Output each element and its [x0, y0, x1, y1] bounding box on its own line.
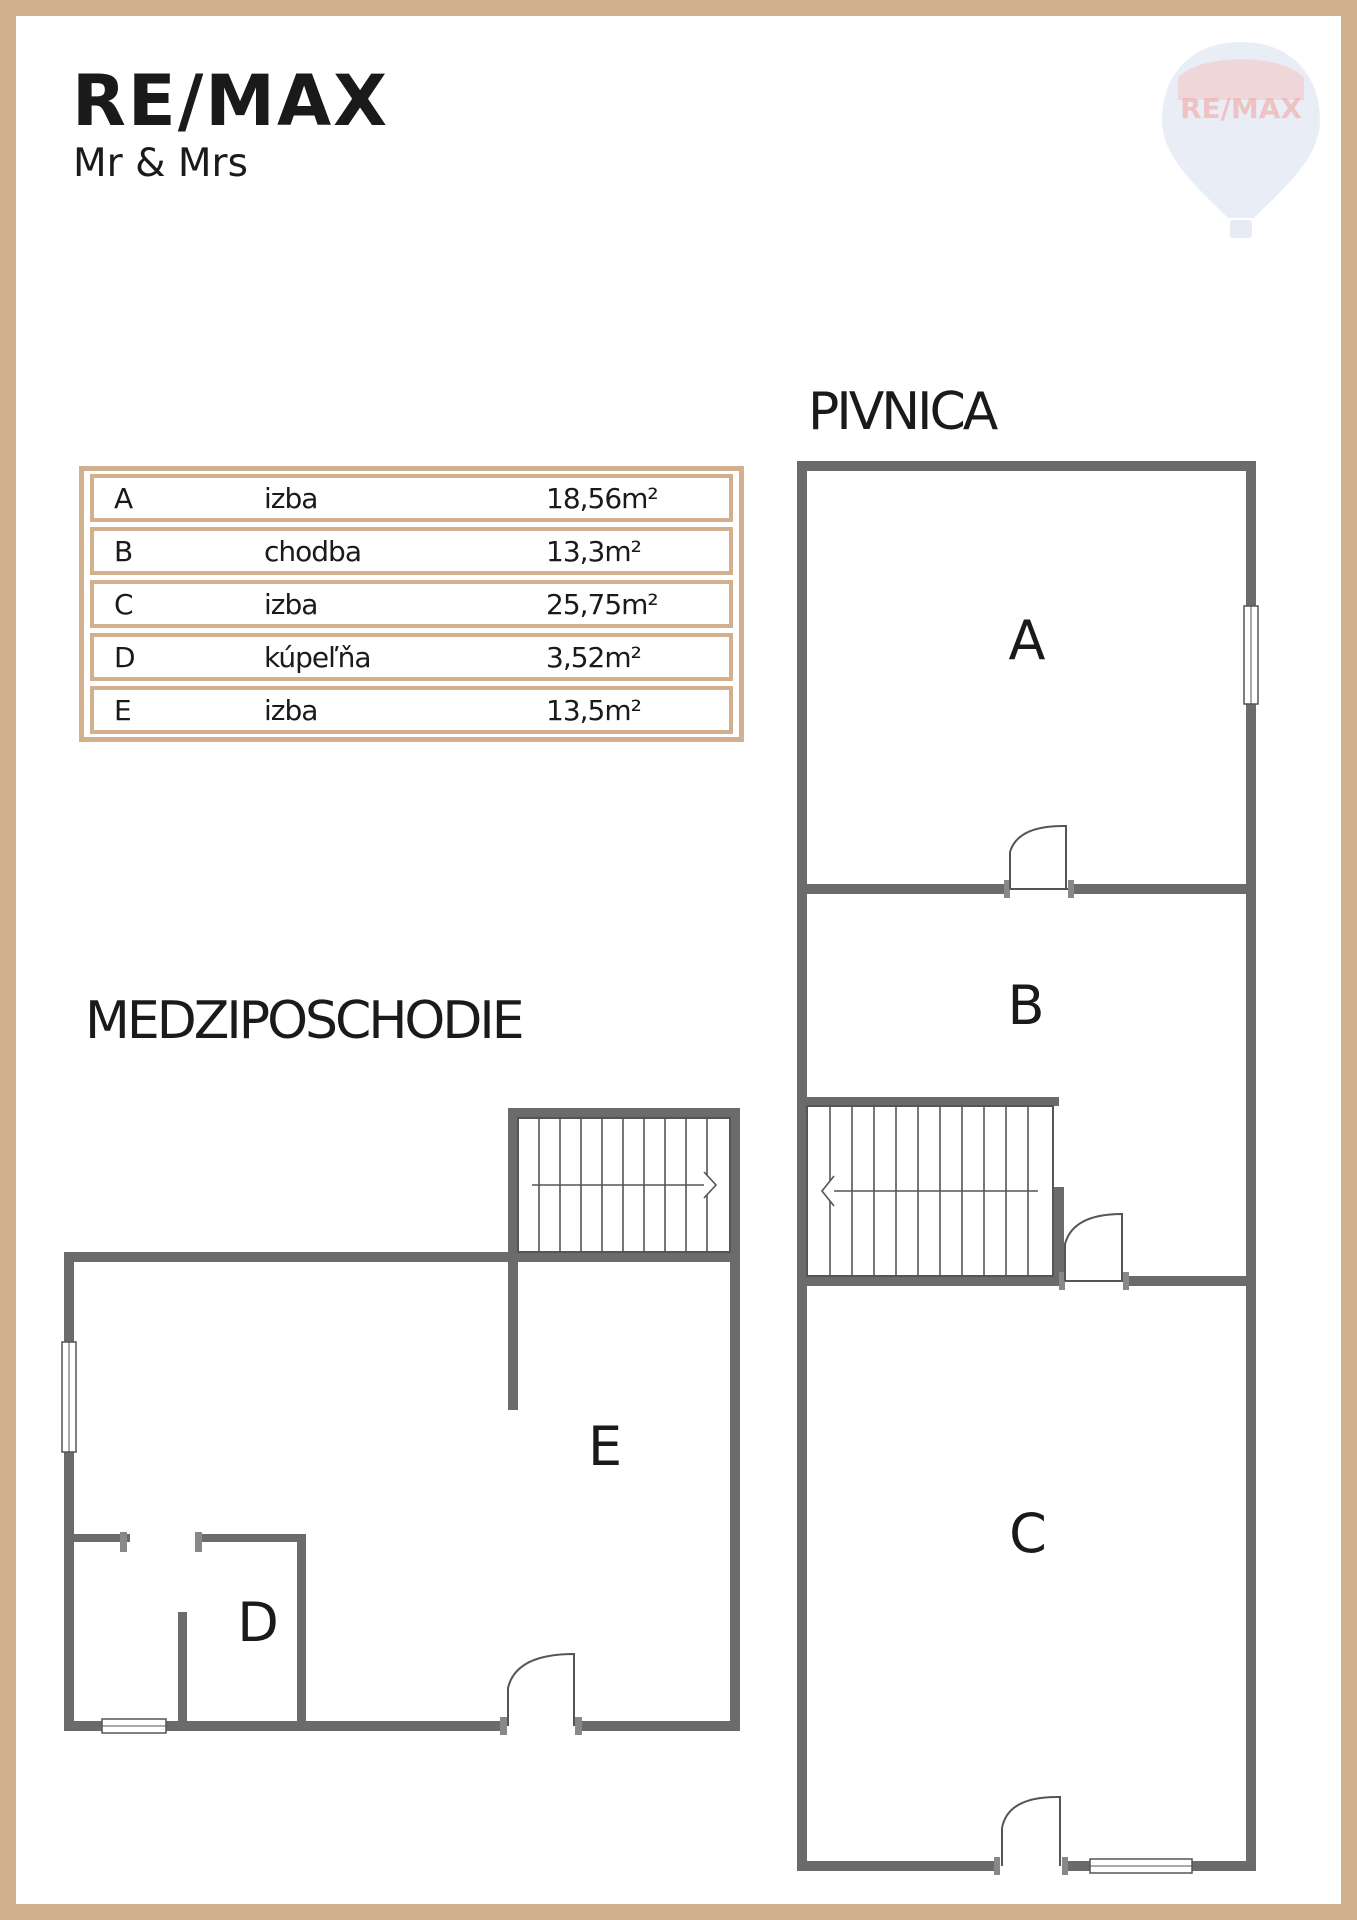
wall — [730, 1108, 740, 1731]
room-name: izba — [264, 587, 318, 621]
wall — [1053, 1187, 1064, 1279]
wall — [797, 461, 1256, 471]
wall — [195, 1534, 305, 1542]
room-label-b: B — [1007, 974, 1045, 1037]
stairs-icon — [518, 1118, 730, 1252]
door-icon — [1010, 826, 1066, 889]
door-icon — [508, 1654, 574, 1726]
wall — [508, 1108, 740, 1118]
wall — [807, 1097, 1059, 1106]
door-icon — [1002, 1797, 1060, 1866]
room-label: A — [114, 481, 133, 515]
room-label: B — [114, 534, 133, 568]
stairs-icon — [807, 1106, 1053, 1276]
wall — [797, 1276, 1256, 1286]
room-area: 18,56m² — [546, 481, 658, 515]
plan-medziposchodie — [62, 1108, 740, 1735]
wall — [178, 1612, 187, 1724]
section-title-medziposchodie: MEDZIPOSCHODIE — [85, 991, 522, 1051]
wall — [297, 1534, 306, 1724]
wall — [64, 1252, 740, 1262]
room-label-d: D — [237, 1591, 279, 1654]
room-label-e: E — [587, 1415, 623, 1478]
room-area: 3,52m² — [546, 640, 641, 674]
room-label: C — [114, 587, 133, 621]
room-area: 13,3m² — [546, 534, 641, 568]
plan-pivnica — [797, 461, 1258, 1875]
door-icon — [1065, 1214, 1122, 1281]
room-area: 25,75m² — [546, 587, 658, 621]
room-name: izba — [264, 481, 318, 515]
wall — [797, 461, 807, 1871]
watermark-text: RE/MAX — [1179, 92, 1303, 125]
room-name: kúpeľňa — [264, 640, 371, 674]
room-label-c: C — [1009, 1502, 1047, 1565]
brand-logo: RE/MAX — [72, 60, 390, 142]
room-area: 13,5m² — [546, 693, 641, 727]
room-label: E — [114, 693, 131, 727]
section-title-pivnica: PIVNICA — [808, 382, 996, 442]
brand-subtitle: Mr & Mrs — [73, 141, 248, 186]
wall — [64, 1252, 74, 1731]
room-name: izba — [264, 693, 318, 727]
room-name: chodba — [264, 534, 361, 568]
room-label-a: A — [1008, 609, 1046, 672]
room-label: D — [114, 640, 135, 674]
wall — [508, 1108, 518, 1410]
